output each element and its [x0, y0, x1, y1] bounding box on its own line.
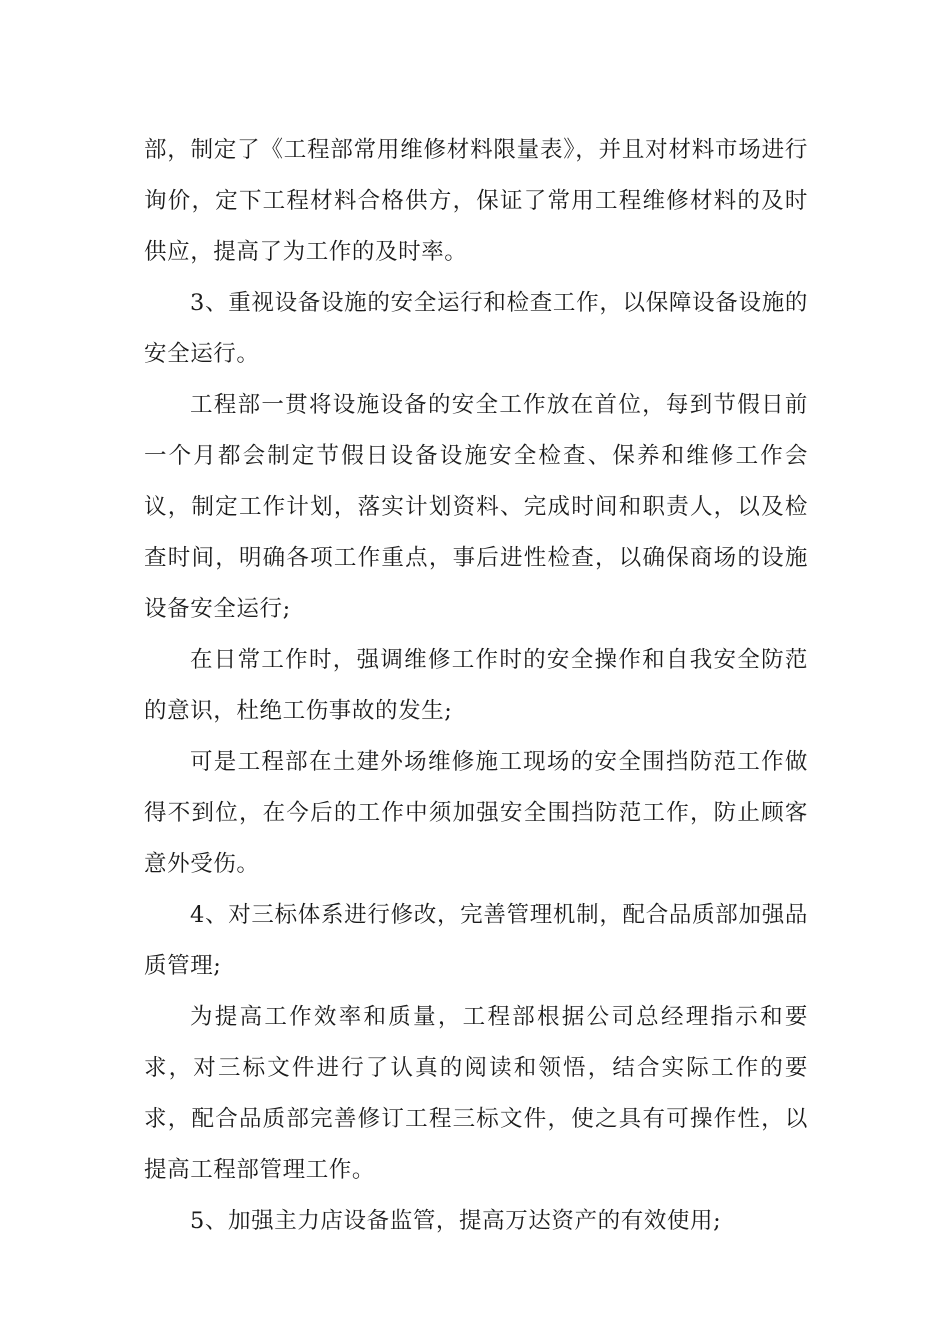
document-body — [144, 125, 808, 1247]
paragraph-1: 部，制定了《工程部常用维修材料限量表》，并且对材料市场进行询价，定下工程材料合格供方，保证了常用工程维修材料的及时供应，提高了为工作的及时率。 — [144, 137, 808, 265]
paragraph-8: 5、加强主力店设备监管，提高万达资产的有效使用; — [190, 1208, 722, 1234]
paragraph-5: 可是工程部在土建外场维修施工现场的安全围挡防范工作做得不到位，在今后的工作中须加强安全围挡防范工作，防止顾客意外受伤。 — [144, 749, 808, 877]
paragraph-3: 工程部一贯将设施设备的安全工作放在首位，每到节假日前一个月都会制定节假日设备设施安全检查、保养和维修工作会议，制定工作计划，落实计划资料、完成时间和职责人，以及检查时间，明确各项工作重点，事后进性检查，以确保商场的设施设备安全运行; — [144, 392, 808, 622]
paragraph-7: 为提高工作效率和质量，工程部根据公司总经理指示和要求，对三标文件进行了认真的阅读和领悟，结合实际工作的要求，配合品质部完善修订工程三标文件，使之具有可操作性，以提高工程部管理工作。 — [144, 1004, 808, 1183]
paragraph-2: 3、重视设备设施的安全运行和检查工作，以保障设备设施的安全运行。 — [144, 290, 808, 367]
paragraph-4: 在日常工作时，强调维修工作时的安全操作和自我安全防范的意识，杜绝工伤事故的发生; — [144, 647, 808, 724]
paragraph-6: 4、对三标体系进行修改，完善管理机制，配合品质部加强品质管理; — [144, 902, 808, 979]
